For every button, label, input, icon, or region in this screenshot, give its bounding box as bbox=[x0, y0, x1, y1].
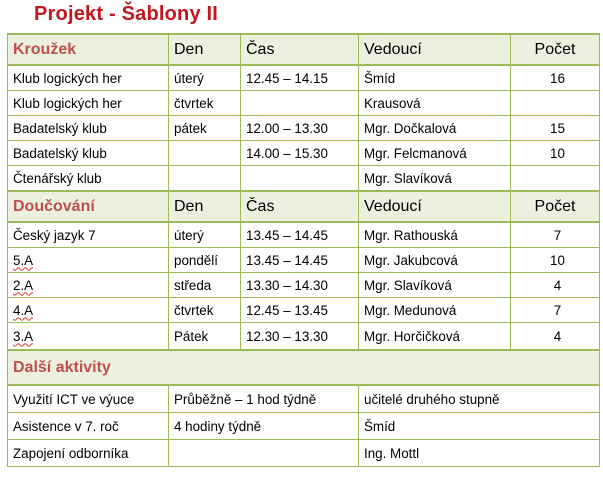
table-row bbox=[8, 91, 600, 116]
cell-day bbox=[169, 141, 241, 166]
cell-leader: Mgr. Felcmanová bbox=[359, 141, 511, 166]
table-row bbox=[8, 385, 600, 413]
table-row bbox=[8, 440, 600, 467]
header-den: Den bbox=[169, 34, 241, 65]
table-row bbox=[8, 222, 600, 248]
table-row bbox=[8, 273, 600, 298]
cell-activity: Badatelský klub bbox=[8, 116, 169, 141]
cell-time: 14.00 – 15.30 bbox=[241, 141, 359, 166]
class-label: 2.A bbox=[13, 277, 34, 293]
table-row bbox=[8, 141, 600, 166]
cell-activity bbox=[8, 298, 169, 323]
cell-activity bbox=[8, 273, 169, 298]
cell-leader: Mgr. Medunová bbox=[359, 298, 511, 323]
cell-time: 12.30 – 13.30 bbox=[241, 323, 359, 351]
cell-time: 12.45 – 14.15 bbox=[241, 65, 359, 91]
cell-activity: Český jazyk 7 bbox=[8, 222, 169, 248]
page-title: Projekt - Šablony II bbox=[34, 3, 219, 25]
cell-day: čtvrtek bbox=[169, 91, 241, 116]
cell-leader: Krausová bbox=[359, 91, 511, 116]
cell-day: úterý bbox=[169, 65, 241, 91]
cell-count: 4 bbox=[511, 323, 600, 351]
cell-count: 16 bbox=[511, 65, 600, 91]
activities-table bbox=[7, 33, 600, 467]
class-label: 4.A bbox=[13, 302, 34, 318]
cell-activity: Využití ICT ve výuce bbox=[8, 385, 169, 413]
cell-day bbox=[169, 166, 241, 192]
table-row bbox=[8, 166, 600, 192]
cell-leader: Mgr. Horčičková bbox=[359, 323, 511, 351]
cell-activity bbox=[8, 413, 169, 440]
cell-day: čtvrtek bbox=[169, 298, 241, 323]
class-label: 3.A bbox=[13, 328, 34, 344]
cell-count bbox=[511, 166, 600, 192]
section-header-krouzek bbox=[8, 34, 600, 65]
header-krouzek: Kroužek bbox=[8, 34, 169, 65]
cell-day: pondělí bbox=[169, 248, 241, 273]
header-vedouci: Vedoucí bbox=[359, 191, 511, 222]
header-doucovani: Doučování bbox=[8, 191, 169, 222]
cell-activity: Zapojení odborníka bbox=[8, 440, 169, 467]
table-row bbox=[8, 413, 600, 440]
cell-leader: Mgr. Slavíková bbox=[359, 166, 511, 192]
cell-count bbox=[511, 91, 600, 116]
cell-day: Pátek bbox=[169, 323, 241, 351]
cell-leader: Šmíd bbox=[359, 65, 511, 91]
cell-count: 4 bbox=[511, 273, 600, 298]
header-cas: Čas bbox=[241, 191, 359, 222]
cell-count: 15 bbox=[511, 116, 600, 141]
section-header-doucovani bbox=[8, 191, 600, 222]
cell-time bbox=[241, 91, 359, 116]
cell-activity: Klub logických her bbox=[8, 65, 169, 91]
activity-label: Asistence v 7. roč bbox=[13, 418, 119, 434]
cell-leader: Mgr. Jakubcová bbox=[359, 248, 511, 273]
cell-frequency: Průběžně – 1 hod týdně bbox=[169, 385, 359, 413]
cell-time: 13.45 – 14.45 bbox=[241, 248, 359, 273]
cell-count: 10 bbox=[511, 141, 600, 166]
cell-time: 12.00 – 13.30 bbox=[241, 116, 359, 141]
header-den: Den bbox=[169, 191, 241, 222]
cell-day: úterý bbox=[169, 222, 241, 248]
header-pocet: Počet bbox=[511, 191, 600, 222]
header-vedouci: Vedoucí bbox=[359, 34, 511, 65]
cell-activity: Badatelský klub bbox=[8, 141, 169, 166]
cell-time bbox=[241, 166, 359, 192]
cell-day: pátek bbox=[169, 116, 241, 141]
header-dalsi-aktivity: Další aktivity bbox=[8, 350, 600, 385]
header-cas: Čas bbox=[241, 34, 359, 65]
cell-count: 7 bbox=[511, 222, 600, 248]
cell-leader: učitelé druhého stupně bbox=[359, 385, 600, 413]
cell-time: 12.45 – 13.45 bbox=[241, 298, 359, 323]
cell-leader: Ing. Mottl bbox=[359, 440, 600, 467]
table-row bbox=[8, 65, 600, 91]
cell-count: 7 bbox=[511, 298, 600, 323]
cell-frequency: 4 hodiny týdně bbox=[169, 413, 359, 440]
cell-leader: Mgr. Slavíková bbox=[359, 273, 511, 298]
cell-leader: Mgr. Rathouská bbox=[359, 222, 511, 248]
cell-frequency bbox=[169, 440, 359, 467]
class-label: 5.A bbox=[13, 252, 34, 268]
table-row bbox=[8, 298, 600, 323]
cell-count: 10 bbox=[511, 248, 600, 273]
table-row bbox=[8, 323, 600, 351]
table-row bbox=[8, 248, 600, 273]
cell-leader: Mgr. Dočkalová bbox=[359, 116, 511, 141]
cell-day: středa bbox=[169, 273, 241, 298]
table-row bbox=[8, 116, 600, 141]
section-header-dalsi-aktivity bbox=[8, 350, 600, 385]
cell-activity bbox=[8, 248, 169, 273]
cell-activity: Klub logických her bbox=[8, 91, 169, 116]
cell-time: 13.45 – 14.45 bbox=[241, 222, 359, 248]
cell-activity bbox=[8, 323, 169, 351]
cell-activity: Čtenářský klub bbox=[8, 166, 169, 192]
cell-time: 13.30 – 14.30 bbox=[241, 273, 359, 298]
header-pocet: Počet bbox=[511, 34, 600, 65]
cell-leader: Šmíd bbox=[359, 413, 600, 440]
